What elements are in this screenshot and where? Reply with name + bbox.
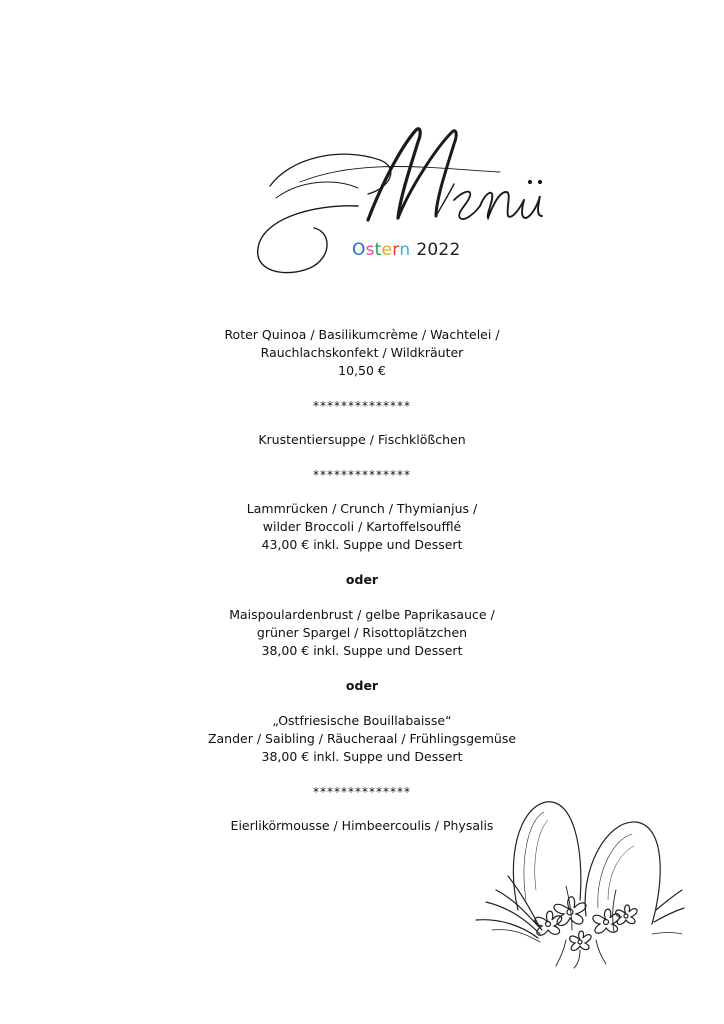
main-course-2 [150, 606, 574, 660]
subtitle-letter: s [365, 240, 375, 260]
separator: ************** [313, 399, 411, 413]
subtitle-letter: r [392, 240, 400, 260]
starter-price: 10,50 € [338, 363, 386, 378]
soup-line-1: Krustentiersuppe / Fischklößchen [258, 432, 466, 447]
easter-eggs-flowers-icon [456, 790, 686, 970]
separator: ************** [313, 468, 411, 482]
separator: ************** [313, 785, 411, 799]
dessert-line-1: Eierlikörmousse / Himbeercoulis / Physalis [230, 818, 494, 833]
main-3-line-2: Zander / Saibling / Räucheraal / Frühlingsgemüse [207, 731, 517, 746]
subtitle-letter: e [381, 240, 393, 260]
main-1-line-2: wilder Broccoli / Kartoffelsoufflé [262, 519, 462, 534]
subtitle-letter: t [374, 240, 382, 260]
subtitle-letter: n [399, 240, 411, 260]
main-course-1 [150, 500, 574, 554]
main-1-line-1: Lammrücken / Crunch / Thymianjus / [246, 501, 478, 516]
main-3-price: 38,00 € inkl. Suppe und Dessert [261, 749, 463, 764]
starter-line-1: Roter Quinoa / Basilikumcrème / Wachtelei / [224, 327, 500, 342]
calligraphy-title-icon [240, 108, 550, 288]
main-2-price: 38,00 € inkl. Suppe und Dessert [261, 643, 463, 658]
subtitle-year: 2022 [416, 240, 461, 260]
main-1-price: 43,00 € inkl. Suppe und Dessert [261, 537, 463, 552]
subtitle [352, 240, 460, 260]
subtitle-word [352, 240, 410, 260]
subtitle-letter: O [352, 240, 366, 260]
starter-course [150, 326, 574, 380]
menu-title-logo [240, 108, 550, 288]
or-label: oder [345, 572, 379, 587]
soup-course [150, 431, 574, 449]
main-2-line-1: Maispoulardenbrust / gelbe Paprikasauce / [229, 607, 495, 622]
or-label: oder [345, 678, 379, 693]
main-course-3 [150, 712, 574, 766]
main-3-line-1: „Ostfriesische Bouillabaisse“ [272, 713, 452, 728]
main-2-line-2: grüner Spargel / Risottoplätzchen [256, 625, 468, 640]
starter-line-2: Rauchlachskonfekt / Wildkräuter [260, 345, 464, 360]
menu-list [150, 326, 574, 835]
